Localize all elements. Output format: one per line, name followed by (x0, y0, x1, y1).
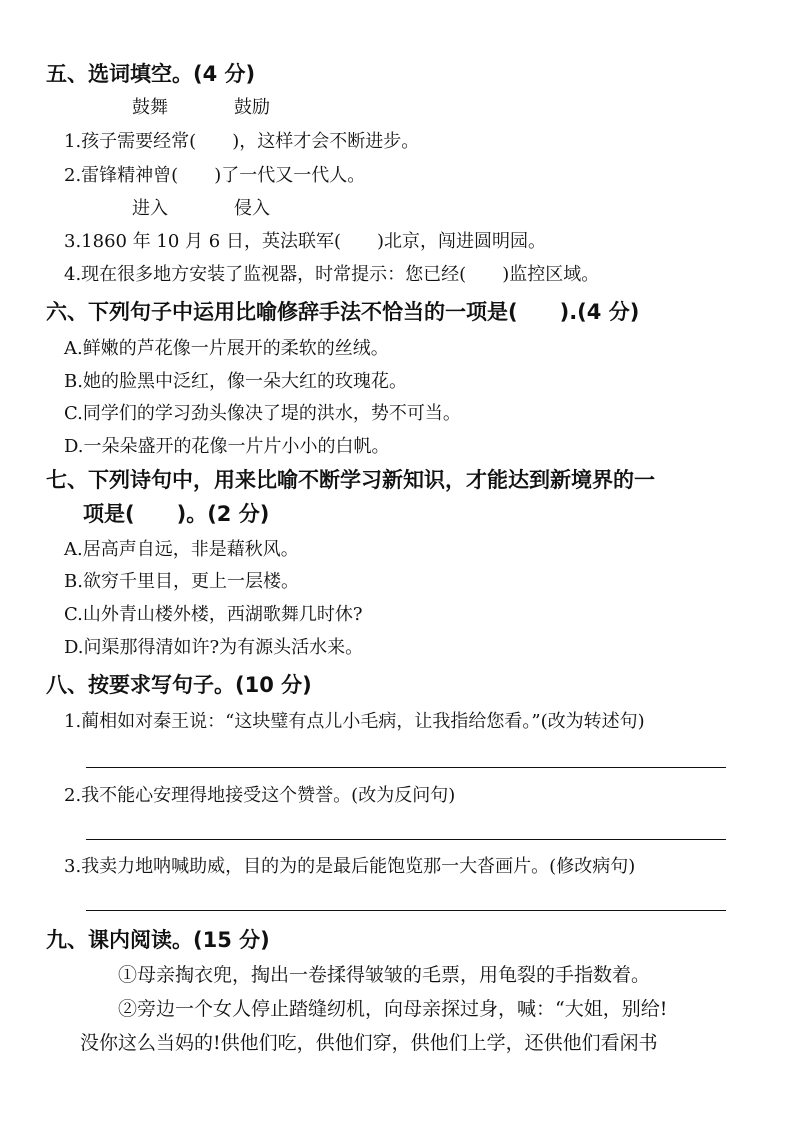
fill-item-4: 4.现在很多地方安装了监视器，时常提示：您已经( )监控区域。 (64, 264, 600, 285)
word-choice-qinru: 侵入 (234, 198, 270, 219)
option-d: D.一朵朵盛开的花像一片片小小的白帆。 (64, 436, 390, 457)
option-c: C.同学们的学习劲头像决了堤的洪水，势不可当。 (64, 403, 461, 424)
option-c: C.山外青山楼外楼，西湖歌舞几时休? (64, 604, 363, 625)
option-d: D.问渠那得清如许?为有源头活水来。 (64, 637, 364, 658)
fill-item-3: 3.1860 年 10 月 6 日，英法联军( )北京，闯进圆明园。 (64, 231, 546, 252)
word-choice-guli: 鼓励 (234, 97, 270, 118)
word-choice-jinru: 进入 (132, 198, 168, 219)
section-7-title: 七、下列诗句中，用来比喻不断学习新知识，才能达到新境界的一 (46, 468, 655, 492)
option-b: B.欲穷千里目，更上一层楼。 (64, 571, 299, 592)
reading-paragraph-2: ②旁边一个女人停止踏缝纫机，向母亲探过身，喊：“大姐，别给! (118, 998, 668, 1020)
option-a: A.鲜嫩的芦花像一片展开的柔软的丝绒。 (64, 338, 389, 359)
word-choice-guwu: 鼓舞 (132, 97, 168, 118)
section-7-title-cont: 项是( )。(2 分) (83, 502, 270, 526)
section-5-title: 五、选词填空。(4 分) (46, 62, 256, 86)
fill-item-1: 1.孩子需要经常( )，这样才会不断进步。 (64, 131, 420, 152)
answer-line-2 (86, 839, 726, 840)
answer-line-3 (86, 910, 726, 911)
reading-paragraph-1: ①母亲掏衣兜，掏出一卷揉得皱皱的毛票，用龟裂的手指数着。 (118, 964, 651, 986)
fill-item-2: 2.雷锋精神曾( )了一代又一代人。 (64, 165, 366, 186)
option-b: B.她的脸黑中泛红，像一朵大红的玫瑰花。 (64, 371, 407, 392)
section-6-title: 六、下列句子中运用比喻修辞手法不恰当的一项是( ).(4 分) (46, 300, 640, 324)
rewrite-item-1: 1.蔺相如对秦王说：“这块璧有点儿小毛病，让我指给您看。”(改为转述句) (64, 711, 645, 732)
section-8-title: 八、按要求写句子。(10 分) (46, 673, 312, 697)
section-9-title: 九、课内阅读。(15 分) (46, 928, 270, 952)
rewrite-item-2: 2.我不能心安理得地接受这个赞誉。(改为反问句) (64, 785, 456, 806)
answer-line-1 (86, 767, 726, 768)
option-a: A.居高声自远，非是藉秋风。 (64, 539, 299, 560)
reading-paragraph-2-cont: 没你这么当妈的!供他们吃，供他们穿，供他们上学，还供他们看闲书 (80, 1032, 658, 1054)
rewrite-item-3: 3.我卖力地呐喊助威，目的为的是最后能饱览那一大沓画片。(修改病句) (64, 856, 636, 877)
